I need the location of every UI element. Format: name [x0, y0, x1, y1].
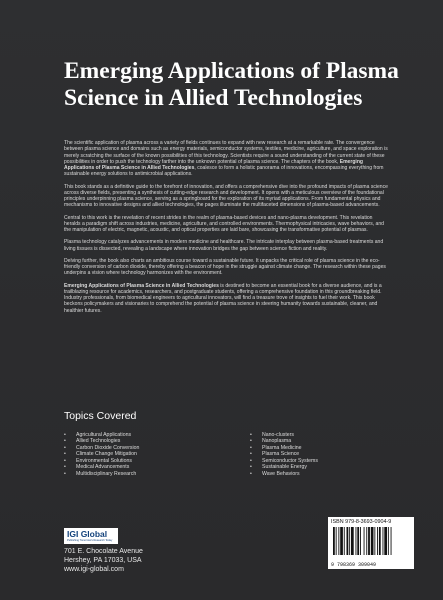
isbn-label: ISBN 979-8-3693-0904-9	[331, 519, 392, 525]
address-line-2: Hershey, PA 17033, USA	[64, 557, 142, 564]
publisher-logo	[64, 528, 118, 544]
barcode-number: 9 798369 309049	[331, 562, 377, 568]
description-paragraph-3: Central to this work is the revelation of recent strides in the realm of plasma-based devices and nano-plasma development. This revelation heralds a paradigm shift across industries, medicine, agriculture, and controlled environments. Thermophysical intricacies, wave behaviors, and the manipulation of electric, magnetic, acoustic, and optical properties are laid bare, showcasing the transformative potential of plasmas.	[64, 214, 384, 233]
topic-item: • Medical Advancements	[64, 464, 139, 470]
description-paragraph-1: The scientific application of plasma across a variety of fields continues to expand with new research at a remarkable rate. The convergence between plasma science and domains such as energy materials, semiconductor systems, textiles, medicine, agriculture, and space exploration is merely scratching the surface of the known possibilities of this technology. Scientists require a sound understanding of the current state of these possibilities in order to push the technology farther into the unknown potential of plasma science. The chapters of the book, Emerging Applications of Plasma Science in Allied Technologies, coalesce to form a holistic panorama of innovations, encompassing everything from sustainable energy solutions to antimicrobial applications.	[64, 140, 388, 178]
book-title: Emerging Applications of Plasma Science in Allied Technologies	[64, 58, 399, 111]
topic-item: • Wave Behaviors	[250, 471, 318, 477]
topics-heading: Topics Covered	[64, 410, 137, 422]
logo-text: IGI Global	[67, 529, 108, 539]
topics-list-right	[250, 432, 318, 477]
publisher-website[interactable]: www.igi-global.com	[64, 566, 124, 573]
topic-item: • Plasma Science	[250, 451, 318, 457]
topic-item: • Nano-clusters	[250, 432, 318, 438]
description-paragraph-2: This book stands as a definitive guide to the forefront of innovation, and offers a comprehensive dive into the profound impacts of plasma science across diverse fields, presenting a synthesis of cutting-edge research and development. It opens with a meticulous overview of the foundational principles underpinning plasma science, serving as a springboard for the exploration of its myriad applications. From fundamental physics and mechanisms to innovative designs and allied technologies, the pages illuminate the multifaceted dimensions of plasma-based advancements.	[64, 183, 388, 209]
topic-item: • Plasma Medicine	[250, 445, 318, 451]
topic-item: • Allied Technologies	[64, 438, 139, 444]
topic-item: • Nanoplasma	[250, 438, 318, 444]
topics-list-left	[64, 432, 139, 477]
topic-item: • Carbon Dioxide Conversion	[64, 445, 139, 451]
logo-tagline: Publishing Tomorrow's Research Today	[67, 539, 113, 542]
topic-item: • Semiconductor Systems	[250, 458, 318, 464]
description-paragraph-4: Plasma technology catalyzes advancements in modern medicine and healthcare. The intricate interplay between plasma-based treatments and living tissues is dissected, revealing a landscape where innovation bridges the gap between science fiction and reality.	[64, 239, 384, 252]
address-line-1: 701 E. Chocolate Avenue	[64, 548, 143, 555]
topic-item: • Environmental Solutions	[64, 458, 139, 464]
topic-item: • Agricultural Applications	[64, 432, 139, 438]
publisher-address	[64, 547, 143, 574]
description-paragraph-5: Delving further, the book also charts an ambitious course toward a sustainable future. It unpacks the critical role of plasma science in the eco-friendly conversion of carbon dioxide, thereby offering a beacon of hope in the struggle against climate change. The research within these pages underpins a vision where technology harmonizes with the environment.	[64, 257, 386, 277]
barcode-icon	[331, 527, 411, 559]
topic-item: • Climate Change Mitigation	[64, 451, 139, 457]
description-paragraph-6: Emerging Applications of Plasma Science in Allied Technologies is destined to become an essential book for a diverse audience, and is a trailblazing resource for academics, researchers, and postgraduate students, offering a comprehensive foundation in this groundbreaking field. Industry professionals, from biomedical engineers to agricultural innovators, will find a treasure trove of insights to fuel their work. This book beckons policymakers and visionaries to comprehend the potential of plasma science in steering humanity towards sustainable, cleaner, and healthier futures.	[64, 282, 382, 314]
barcode-box	[328, 517, 414, 569]
topic-item: • Multidisciplinary Research	[64, 471, 139, 477]
description	[64, 140, 390, 320]
topic-item: • Sustainable Energy	[250, 464, 318, 470]
